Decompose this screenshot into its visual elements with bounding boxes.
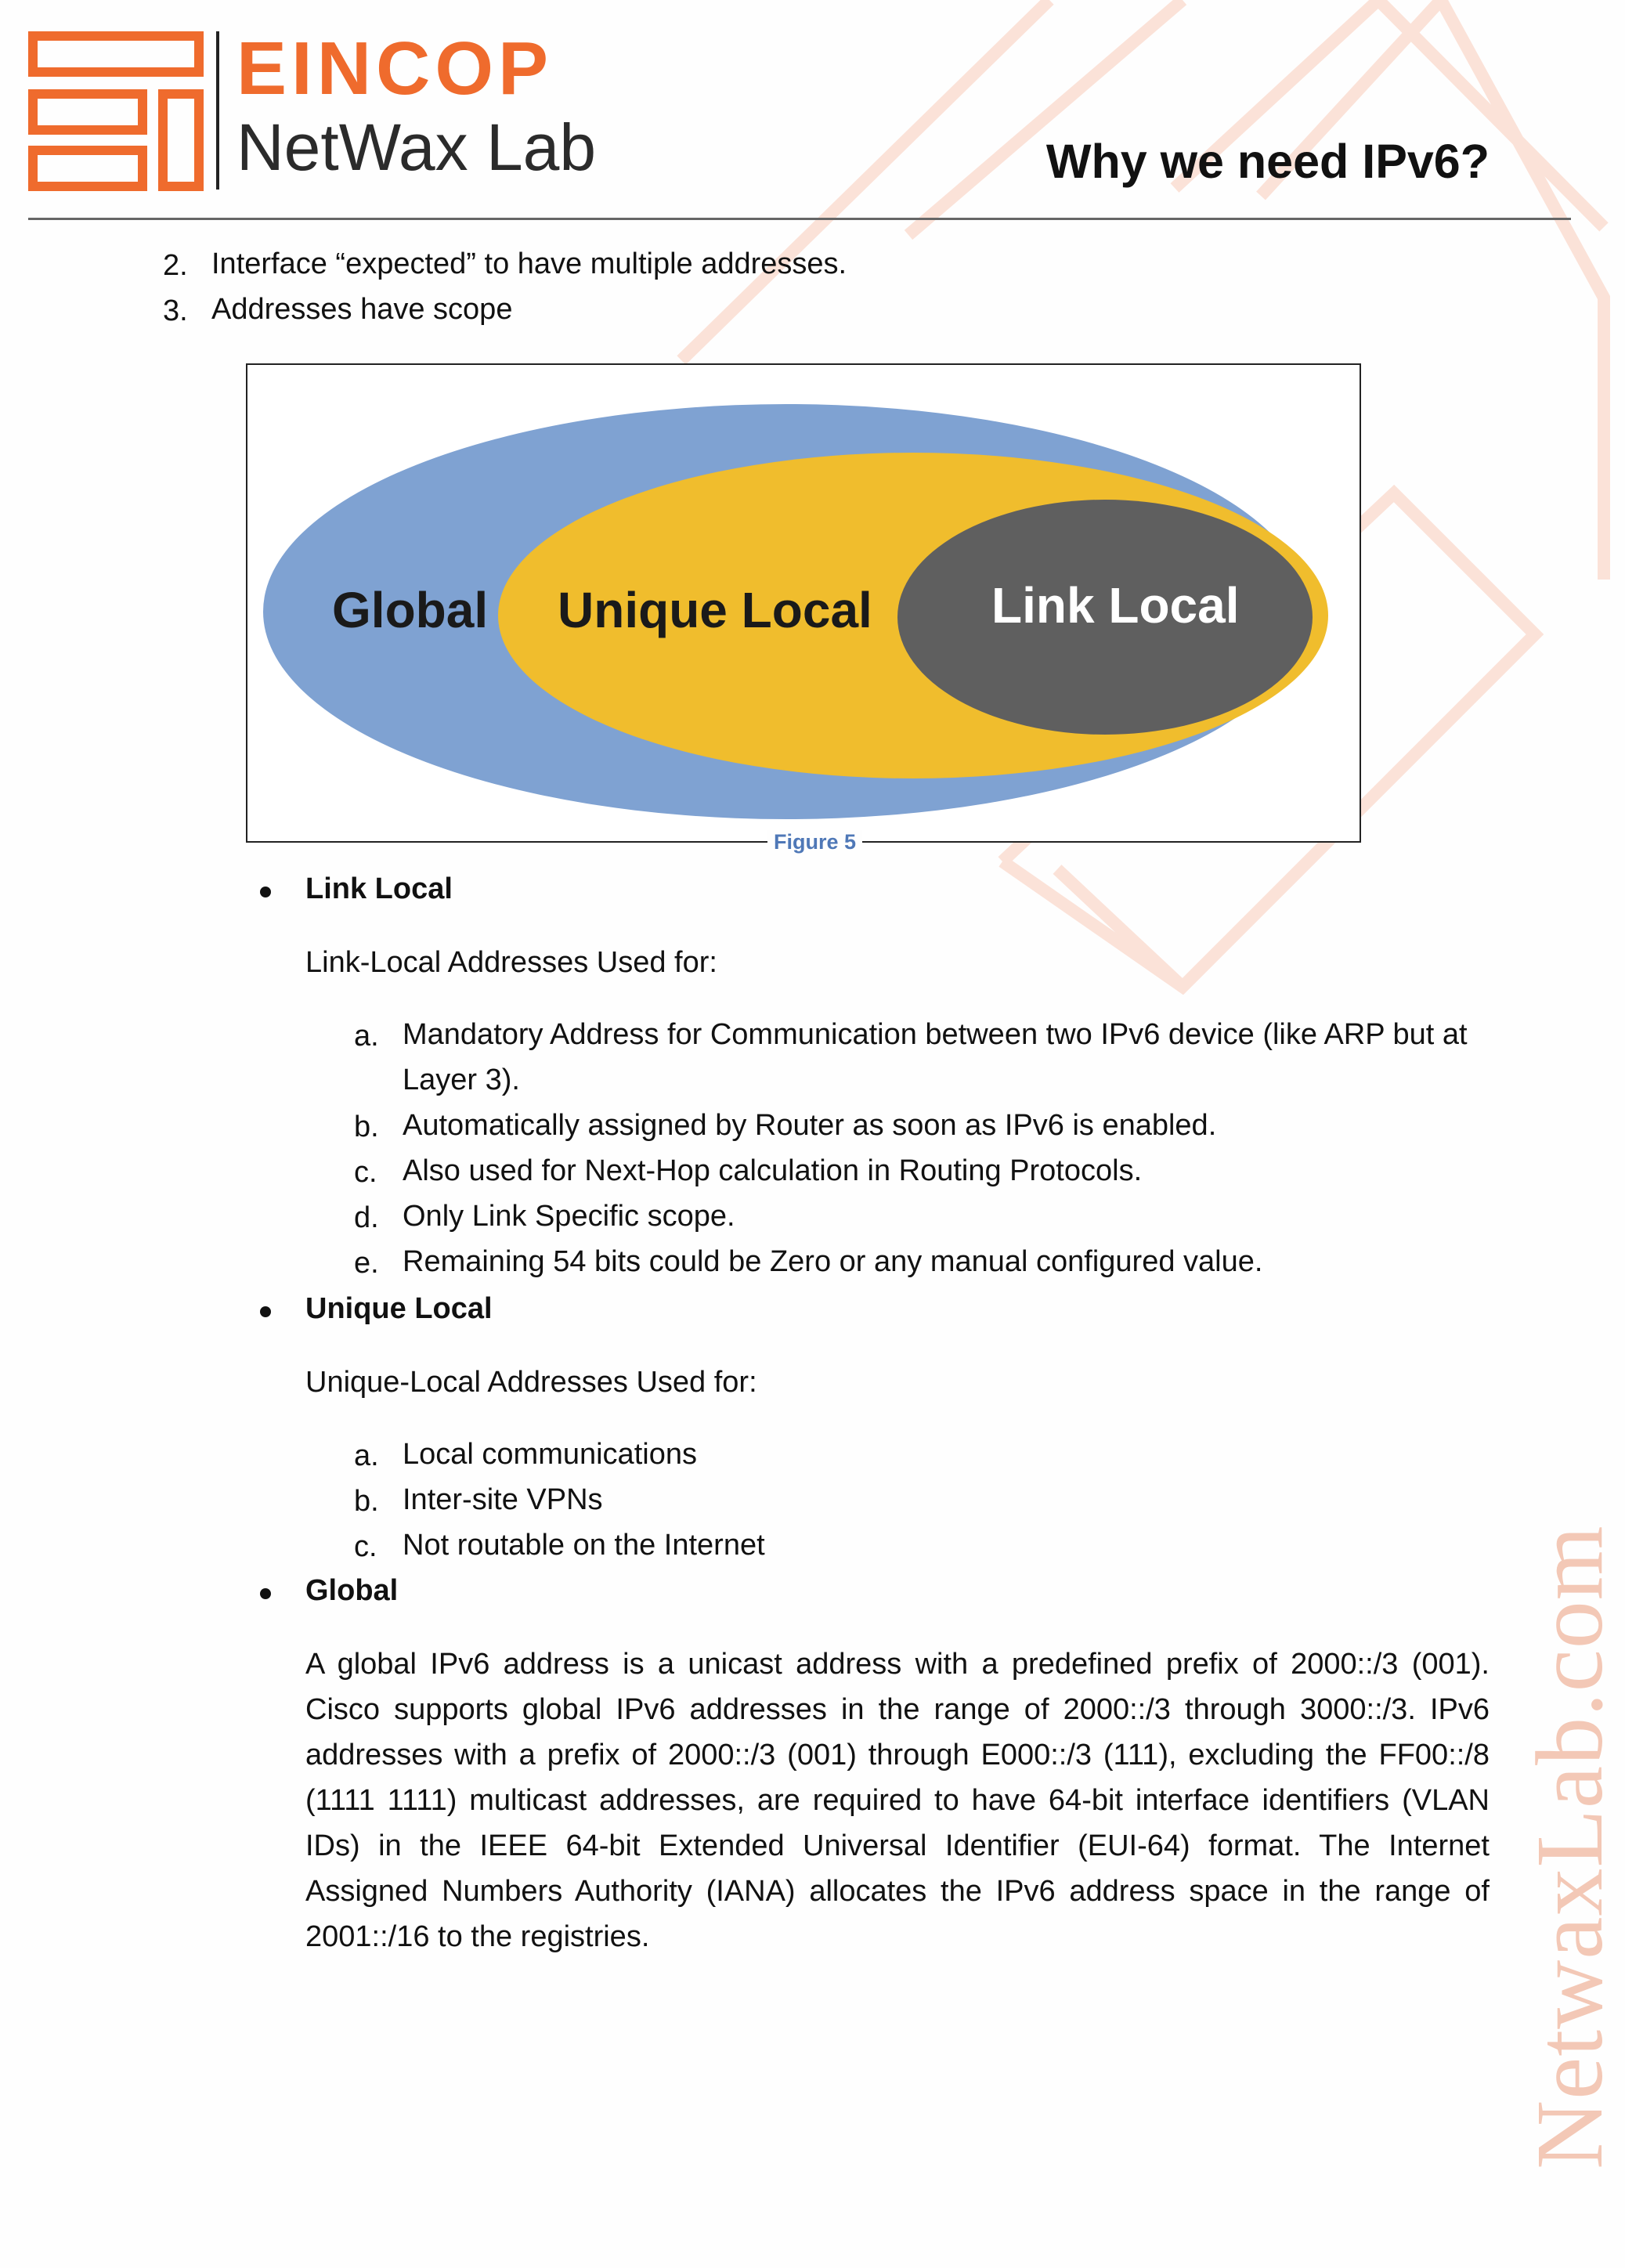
list-item: Mandatory Address for Communication between two IPv6 device (like ARP but at: [403, 1018, 1468, 1051]
figure-caption: Figure 5: [767, 830, 862, 854]
list-letter: c.: [354, 1156, 377, 1189]
header-divider: [28, 218, 1571, 220]
list-item: Automatically assigned by Router as soon as IPv6 is enabled.: [403, 1109, 1217, 1142]
list-number: 3.: [163, 294, 188, 327]
list-letter: c.: [354, 1530, 377, 1563]
bullet-icon: [260, 1588, 271, 1599]
logo-divider: [216, 31, 219, 190]
scope-diagram: [246, 363, 1361, 843]
watermark-text: NetwaxLab.com: [1517, 1525, 1623, 2169]
logo-mark-icon: [28, 31, 204, 193]
link-local-label: Link Local: [991, 577, 1240, 634]
list-item: Addresses have scope: [211, 293, 513, 326]
list-item: Local communications: [403, 1438, 697, 1471]
section-heading-link-local: Link Local: [305, 872, 453, 905]
list-letter: b.: [354, 1485, 379, 1518]
unique-local-label: Unique Local: [558, 582, 872, 638]
list-item: Only Link Specific scope.: [403, 1200, 735, 1233]
list-item: Not routable on the Internet: [403, 1529, 765, 1562]
bullet-icon: [260, 887, 271, 897]
list-number: 2.: [163, 249, 188, 282]
list-item-continuation: Layer 3).: [403, 1064, 520, 1096]
bullet-icon: [260, 1306, 271, 1317]
page-title: Why we need IPv6?: [1045, 135, 1490, 188]
global-label: Global: [332, 582, 489, 638]
section-heading-global: Global: [305, 1574, 399, 1607]
list-item: Remaining 54 bits could be Zero or any manual configured value.: [403, 1245, 1263, 1278]
section-intro: Link-Local Addresses Used for:: [305, 946, 717, 979]
section-intro: Unique-Local Addresses Used for:: [305, 1366, 757, 1399]
section-heading-unique-local: Unique Local: [305, 1292, 493, 1325]
list-item: Also used for Next-Hop calculation in Routing Protocols.: [403, 1154, 1143, 1187]
list-item: Interface “expected” to have multiple addresses.: [211, 247, 847, 280]
list-letter: e.: [354, 1247, 379, 1280]
list-letter: a.: [354, 1439, 379, 1472]
list-letter: b.: [354, 1111, 379, 1143]
logo-wordmark: EINCOP: [237, 27, 554, 110]
logo-subtitle: NetWax Lab: [237, 110, 597, 184]
list-letter: d.: [354, 1201, 379, 1234]
list-item: Inter-site VPNs: [403, 1483, 603, 1516]
list-letter: a.: [354, 1020, 379, 1053]
global-paragraph: A global IPv6 address is a unicast address with a predefined prefix of 2000::/3 (001). Cisco supports global IPv6 addresses in the range of 2000::/3 through 3000::/3. IPv6 addresses with a prefix of 2000::/3 (001) through E000::/3 (111), excluding the FF00::/8 (1111 1111) multicast addresses, are required to have 64-bit interface identifiers (VLAN IDs) in the IEEE 64-bit Extended Universal Identifier (EUI-64) format. The Internet Assigned Numbers Authority (IANA) allocates the IPv6 address space in the range of 2001::/16 to the registries.: [305, 1648, 1490, 1953]
